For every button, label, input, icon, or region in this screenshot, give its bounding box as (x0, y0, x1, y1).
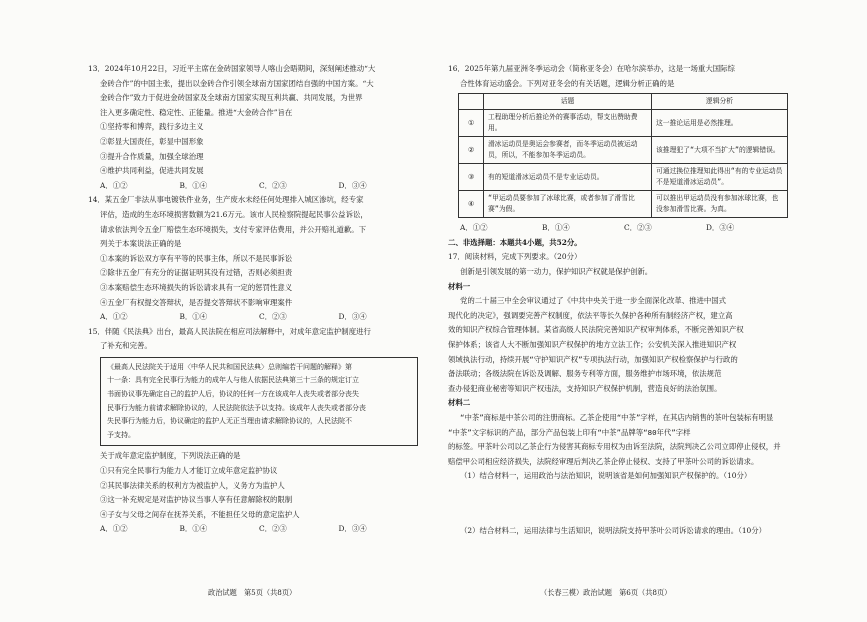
q15-item: ③这一补充规定是对监护协议当事人享有任意解除权的限制 (100, 495, 293, 505)
material-line: 查办侵犯商业秘密等知识产权违法，支持知识产权保护机制，营造良好的法治氛围。 (448, 383, 722, 393)
option-b: B．①④ (542, 223, 570, 233)
option-a: A．①② (100, 180, 128, 190)
q17-stem: 17．阅读材料，完成下列要求。（20分） (448, 252, 582, 262)
q13-item: ③提升合作质量，加强全球治理 (100, 151, 204, 161)
material-line: 现代化的决定》，强调要完善产权制度，依法平等长久保护各种所有制经济产权，建立高 (448, 310, 733, 320)
q13-line: 13．2024年10月22日，习近平主席在金砖国家领导人喀山会晤期间，深刻阐述推动“大 (88, 64, 376, 73)
q14-line: 请求依法判令五金厂赔偿生态环境损失，支付专家评估费用，并公开赔礼道歉。下 (100, 224, 367, 234)
right-column (448, 62, 788, 538)
right-page-footer: （长春三模）政治试题 第6页（共8页） (540, 588, 672, 597)
material-line: 的标签。甲茶叶公司以乙茶企行为侵害其商标专用权为由诉至法院，法院判决乙公司立即停止侵权，并 (448, 442, 781, 452)
material-line: 保护体系；该省人大不断加强知识产权保护的地方立法工作；公安机关深入推进知识产权 (448, 339, 737, 349)
option-b: B．①④ (179, 524, 208, 534)
q14-item: ①本案的诉讼双方享有平等的民事主体，所以不是民事诉讼 (100, 253, 293, 263)
row-analysis: 该推理犯了“大项不当扩大”的逻辑错误。 (652, 137, 788, 164)
material-line: “中茶”商标是中茶公司的注册商标。乙茶企使用“中茶”字样，在其店内销售的茶叶包装标有明显 (460, 412, 774, 422)
row-analysis: 可通过换位推理知此得出“有的专业运动员不是短道滑冰运动员”。 (652, 164, 788, 191)
row-number: ④ (459, 191, 484, 218)
row-number: ② (459, 137, 484, 164)
q15-item: ①只有完全民事行为能力人才能订立成年意定监护协议 (100, 466, 278, 476)
q15-item: ②其民事法律关系的权利方为被监护人，义务方为监护人 (100, 480, 285, 490)
box-line: 予支持。 (107, 430, 135, 439)
q15-item: ④子女与父母之间存在抚养关系，不能担任父母的意定监护人 (100, 509, 300, 519)
material-2-title: 材料二 (448, 398, 471, 408)
sub-question-2: （2）结合材料二，运用法律与生活知识，说明法院支持甲茶叶公司诉讼请求的理由。（10分） (460, 525, 767, 535)
question-13 (88, 62, 418, 193)
q15-line: 了补充和完善。 (100, 341, 152, 351)
option-b: B．①④ (179, 180, 208, 190)
q16-options (448, 221, 788, 236)
material-2 (448, 411, 788, 469)
q13-item: ④维护共同利益，促进共同发展 (100, 166, 204, 176)
table-header-cell: 话题 (484, 94, 652, 110)
option-b: B．①④ (179, 312, 208, 322)
table-row (459, 164, 788, 191)
row-number: ① (459, 110, 484, 137)
question-14 (88, 193, 418, 324)
option-d: D．③④ (338, 312, 367, 322)
q13-line: 金砖合作”的中国主张，提出以金砖合作引领全球南方国家团结自强的中国方案。“大 (100, 78, 374, 88)
material-line: 党的二十届三中全会审议通过了《中共中央关于进一步全面深化改革、推进中国式 (460, 296, 727, 306)
q16-line: 合性体育运动盛会。下列对亚冬会的有关话题，逻辑分析正确的是 (460, 78, 675, 88)
option-c: C．②③ (624, 223, 652, 233)
row-topic: 滑冰运动员是奥运会参赛者，而冬季运动员被运动员，所以，不能参加冬季运动员。 (484, 137, 652, 164)
q13-item: ②彰显大国责任，彰显中国形象 (100, 136, 204, 146)
question-16 (448, 62, 788, 236)
q16-table (458, 93, 788, 218)
q14-line: 评估，造成的生态环境损害数额为21.6万元。该市人民检察院提起民事公益诉讼， (100, 209, 368, 219)
q14-line: 14．某五金厂非法从事电镀铁件业务，生产废水未经任何处理排入城区渗坑，经专家 (88, 195, 364, 205)
q15-legal-text-box (100, 357, 418, 447)
q13-item: ①坚持零和博弈，践行多边主义 (100, 122, 204, 132)
table-header-cell: 逻辑分析 (652, 94, 788, 110)
box-line: 十一条：具有完全民事行为能力的成年人与他人依据民法典第三十三条的规定订立 (107, 376, 359, 385)
q14-item: ②除非五金厂有充分的证据证明其没有过错，否则必须担责 (100, 268, 293, 278)
material-line: 备法联动；各级法院在诉讼及调解、服务专利等方面，服务维护市场环境，依法规范 (448, 369, 722, 379)
sub-question-1: （1）结合材料一，运用政治与法治知识，说明该省是如何加强知识产权保护的。（10分） (460, 471, 752, 481)
material-line: 领域执法行动，持续开展“守护知识产权”专项执法行动，加强知识产权检察保护与行政的 (448, 354, 738, 364)
q14-line: 列关于本案说法正确的是 (100, 239, 182, 249)
answer-space[interactable] (448, 484, 788, 524)
box-line: 失民事行为能力后，协议确定的监护人无正当理由请求解除协议的，人民法院不 (107, 417, 352, 426)
question-15 (88, 325, 418, 537)
section-heading: 二、非选择题：本题共4小题，共52分。 (448, 237, 582, 247)
row-topic: 有的短道滑冰运动员不是专业运动员。 (484, 164, 652, 191)
option-c: C．②③ (259, 312, 287, 322)
table-header-row (459, 94, 788, 110)
q15-stem: 关于成年意定监护制度，下列说法正确的是 (100, 451, 241, 461)
row-number: ③ (459, 164, 484, 191)
table-row (459, 191, 788, 218)
material-line: “中茶”文字标识的产品，部分产品包装上印有“中茶”品牌等“80年代”字样 (448, 427, 691, 437)
option-d: D．③④ (706, 223, 735, 233)
box-line: 《最高人民法院关于适用〈中华人民共和国民法典〉总则编若干问题的解释》第 (107, 362, 352, 371)
option-a: A．①② (100, 312, 128, 322)
row-analysis: 这一推论运用是必然推理。 (652, 110, 788, 137)
box-line: 书面协议事先确定自己的监护人后，协议的任何一方在该成年人丧失或者部分丧失 (107, 390, 359, 399)
box-line: 民事行为能力前请求解除协议的，人民法院依法予以支持。该成年人丧失或者部分丧 (107, 403, 366, 412)
material-1 (448, 294, 788, 396)
q13-line: 金砖合作”致力于促进金砖国家及全球南方国家实现互利共赢、共同发展，为世界 (100, 93, 363, 103)
row-topic: “甲运动员要参加了冰球比赛，或者参加了滑雪比赛”为假。 (484, 191, 652, 218)
q14-item: ④五金厂有权提交答辩状，是否提交答辩状不影响审理案件 (100, 297, 293, 307)
option-c: C．②③ (259, 524, 287, 534)
option-d: D．③④ (338, 524, 367, 534)
q16-line: 16．2025年第九届亚洲冬季运动会（简称亚冬会）在哈尔滨举办，这是一场重大国际综 (448, 64, 735, 73)
q13-line: 注入更多确定性、稳定性、正能量。推进“大金砖合作”旨在 (100, 107, 293, 117)
material-line: 效的知识产权综合管理体制。某省高级人民法院完善知识产权审判体系，不断完善知识产权 (448, 325, 744, 335)
table-row (459, 110, 788, 137)
q17-intro: 创新是引领发展的第一动力，保护知识产权就是保护创新。 (460, 266, 653, 276)
material-1-title: 材料一 (448, 281, 471, 291)
row-topic: 工程助理分析后推论外的赛事活动，帮支出赞助费用。 (484, 110, 652, 137)
q15-options (88, 522, 418, 537)
q14-item: ③本案赔偿生态环境损失的诉讼请求具有一定的惩罚性意义 (100, 282, 293, 292)
option-a: A．①② (100, 524, 128, 534)
option-c: C．②③ (259, 180, 287, 190)
table-header-cell (459, 94, 484, 110)
left-column (88, 62, 418, 537)
q14-options (88, 310, 418, 325)
table-row (459, 137, 788, 164)
row-analysis: 可以推出甲运动员没有参加冰球比赛，也没参加滑雪比赛。为真。 (652, 191, 788, 218)
left-page-footer: 政治试题 第5页（共8页） (208, 588, 297, 597)
option-d: D．③④ (338, 180, 367, 190)
q15-line: 15．伴随《民法典》出台，最高人民法院在相应司法解释中，对成年意定监护制度进行 (88, 326, 371, 336)
q13-options (88, 179, 418, 194)
material-line: 赔偿甲公司相应经济损失，法院经审理后判决乙茶企停止侵权、支持了甲茶叶公司的诉讼请求。 (448, 456, 759, 466)
option-a: A．①② (460, 223, 488, 233)
